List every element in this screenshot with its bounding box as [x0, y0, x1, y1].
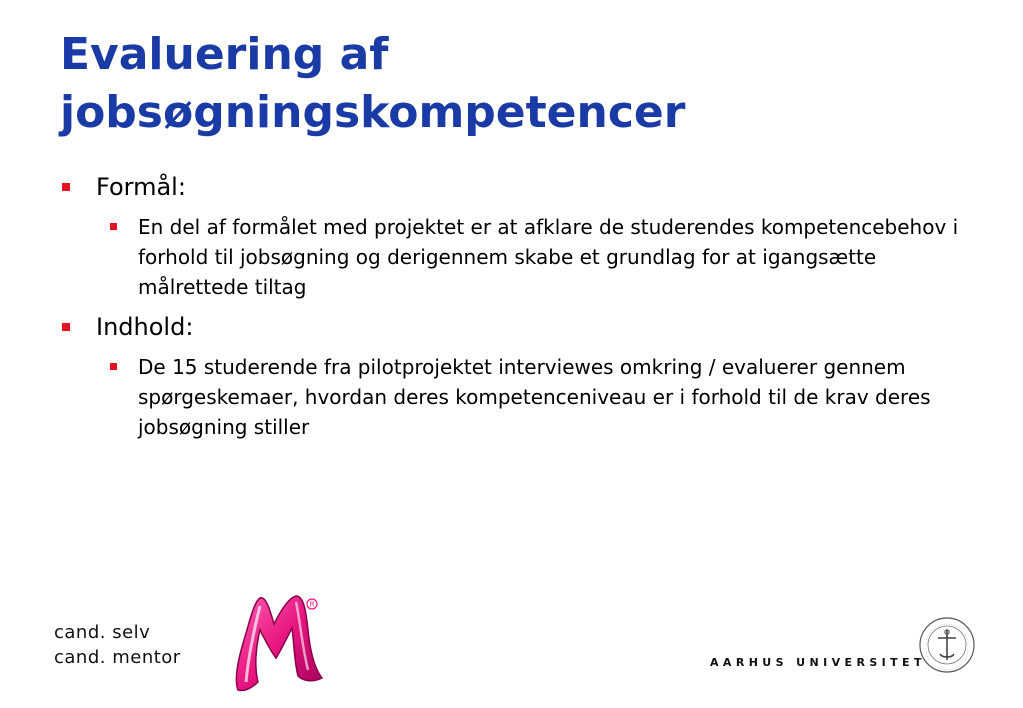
slide-title-line2: jobsøgningskompetencer — [60, 87, 686, 138]
svg-text:R: R — [309, 600, 315, 609]
program-names — [54, 620, 181, 670]
sub-bullet-text: En del af formålet med projektet er at afklare de studerendes kompetencebehov i forhold til jobsøgning og derigennem skabe et grundlag for at igangsætte målrettede tiltag — [138, 215, 959, 299]
red-square-bullet-icon — [62, 323, 70, 331]
slide-title — [60, 26, 990, 142]
red-square-bullet-icon — [62, 183, 70, 191]
section-heading: Indhold: — [96, 313, 194, 341]
sub-bullet-indhold — [138, 352, 982, 442]
red-square-bullet-icon — [110, 223, 117, 230]
cand-mentor-m-logo-icon — [224, 590, 334, 700]
section-heading: Formål: — [96, 173, 186, 201]
university-name: AARHUS UNIVERSITET — [710, 656, 926, 669]
university-seal-icon — [918, 616, 976, 674]
bullet-indhold — [62, 310, 982, 344]
program-line-2: cand. mentor — [54, 647, 181, 668]
red-square-bullet-icon — [110, 363, 117, 370]
slide-title-line1: Evaluering af — [60, 29, 389, 80]
sub-bullet-text: De 15 studerende fra pilotprojektet interviewes omkring / evaluerer gennem spørgeskemaer, hvordan deres kompetenceniveau er i forhold til de krav deres jobsøgning stiller — [138, 355, 931, 439]
program-line-1: cand. selv — [54, 622, 151, 643]
slide-body — [62, 170, 982, 450]
sub-bullet-formaal — [138, 212, 982, 302]
bullet-formaal — [62, 170, 982, 204]
